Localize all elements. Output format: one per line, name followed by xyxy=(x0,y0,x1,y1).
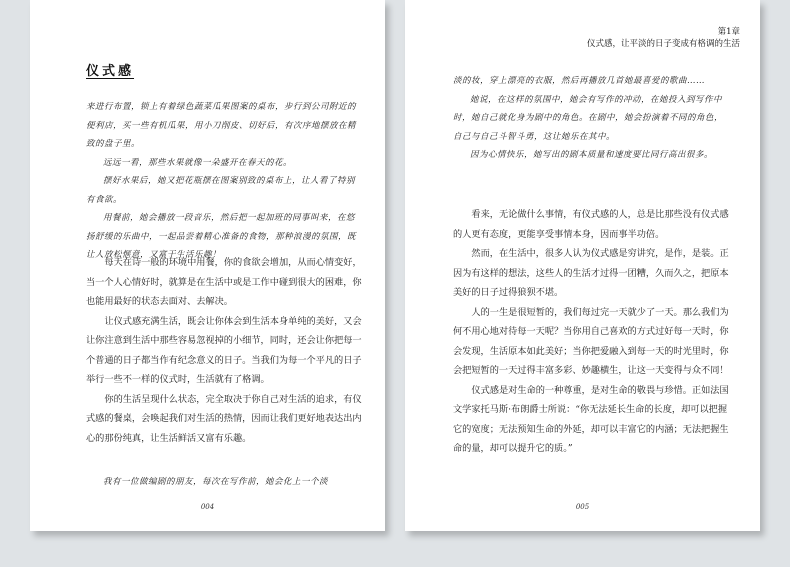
running-header xyxy=(520,26,740,50)
left-text-block-3 xyxy=(86,473,362,492)
section-title: 仪式感 xyxy=(86,64,135,79)
paragraph: 淡的妆，穿上漂亮的衣服，然后再播放几首她最喜爱的歌曲…… xyxy=(453,76,706,86)
left-text-block-2 xyxy=(86,253,362,448)
page-number: 005 xyxy=(575,503,590,511)
paragraph: 看来，无论做什么事情，有仪式感的人，总是比那些没有仪式感的人更有态度，更能享受事情本身，因而事半功倍。 xyxy=(453,209,729,240)
paragraph: 她说，在这样的氛围中，她会有写作的冲动，在她投入到写作中时，她自己就化身为剧中的角色。在剧中，她会扮演着不同的角色，自己与自己斗智斗勇，这让她乐在其中。 xyxy=(453,94,724,142)
paragraph: 摆好水果后，她又把花瓶摆在图案别致的桌布上，让人看了特别有食欲。 xyxy=(86,176,356,205)
paragraph: 因为心情快乐，她写出的剧本质量和速度要比同行高出很多。 xyxy=(470,150,714,160)
page-number: 004 xyxy=(200,503,215,511)
paragraph: 你的生活呈现什么状态，完全取决于你自己对生活的追求，有仪式感的餐桌，会唤起我们对生活的热情，因而让我们更好地表达出内心的那份纯真，让生活鲜活又富有乐趣。 xyxy=(86,393,362,444)
paragraph: 每天在诗一般的环境中用餐，你的食欲会增加，从而心情变好，当一个人心情好时，就算是在生活中或是工作中碰到很大的困难，你也能用最好的状态去面对、去解决。 xyxy=(86,257,362,307)
paragraph: 我有一位做编剧的朋友，每次在写作前，她会化上一个淡 xyxy=(103,477,329,487)
paragraph: 远远一看，那些水果就像一朵盛开在春天的花。 xyxy=(103,157,293,168)
left-page xyxy=(30,0,385,531)
paragraph: 人的一生是很短暂的，我们每过完一天就少了一天。那么我们为何不用心地对待每一天呢？当你用自己喜欢的方式过好每一天时，你会发现，生活原本如此美好；当你把爱融入到每一天的时光里时，你会把短暂的一天过得丰富多彩、妙趣横生，让这一天变得与众不同！ xyxy=(453,306,729,376)
left-text-block-1 xyxy=(86,98,362,265)
right-text-block-1 xyxy=(453,72,731,165)
paragraph: 让仪式感充满生活，既会让你体会到生活本身单纯的美好，又会让你注意到生活中那些容易忽视掉的小细节，同时，还会让你把每一个普通的日子都当作有纪念意义的日子。当我们为每一个平凡的日子举行一些不一样的仪式时，生活就有了格调。 xyxy=(86,315,362,385)
right-text-block-2 xyxy=(453,205,731,459)
chapter-title: 仪式感，让平淡的日子变成有格调的生活 xyxy=(586,39,740,49)
paragraph: 来进行布置，锁上有着绿色蔬菜瓜果图案的桌布，步行到公司附近的便利店，买一些有机瓜果，用小刀削皮、切好后，有次序地摆放在精致的盘子里。 xyxy=(86,102,357,149)
paragraph: 用餐前，她会播放一段音乐，然后把一起加班的同事叫来，在悠扬舒缓的乐曲中，一起品尝着精心准备的食物，那种浪漫的氛围，既让人放松惬意，又富于生活乐趣！ xyxy=(86,213,357,260)
paragraph: 仪式感是对生命的一种尊重，是对生命的敬畏与珍惜。正如法国文学家托马斯·布朗爵士所说：“你无法延长生命的长度，却可以把握它的宽度；无法预知生命的外延，却可以丰富它的内涵；无法把握生命的量，却可以提升它的质。” xyxy=(453,384,729,454)
right-page xyxy=(405,0,760,531)
paragraph: 然而，在生活中，很多人认为仪式感是穷讲究，是作，是装。正因为有这样的想法，这些人的生活才过得一团糟，久而久之，把原本美好的日子过得狼狈不堪。 xyxy=(453,248,729,298)
chapter-label: 第1章 xyxy=(717,27,740,37)
